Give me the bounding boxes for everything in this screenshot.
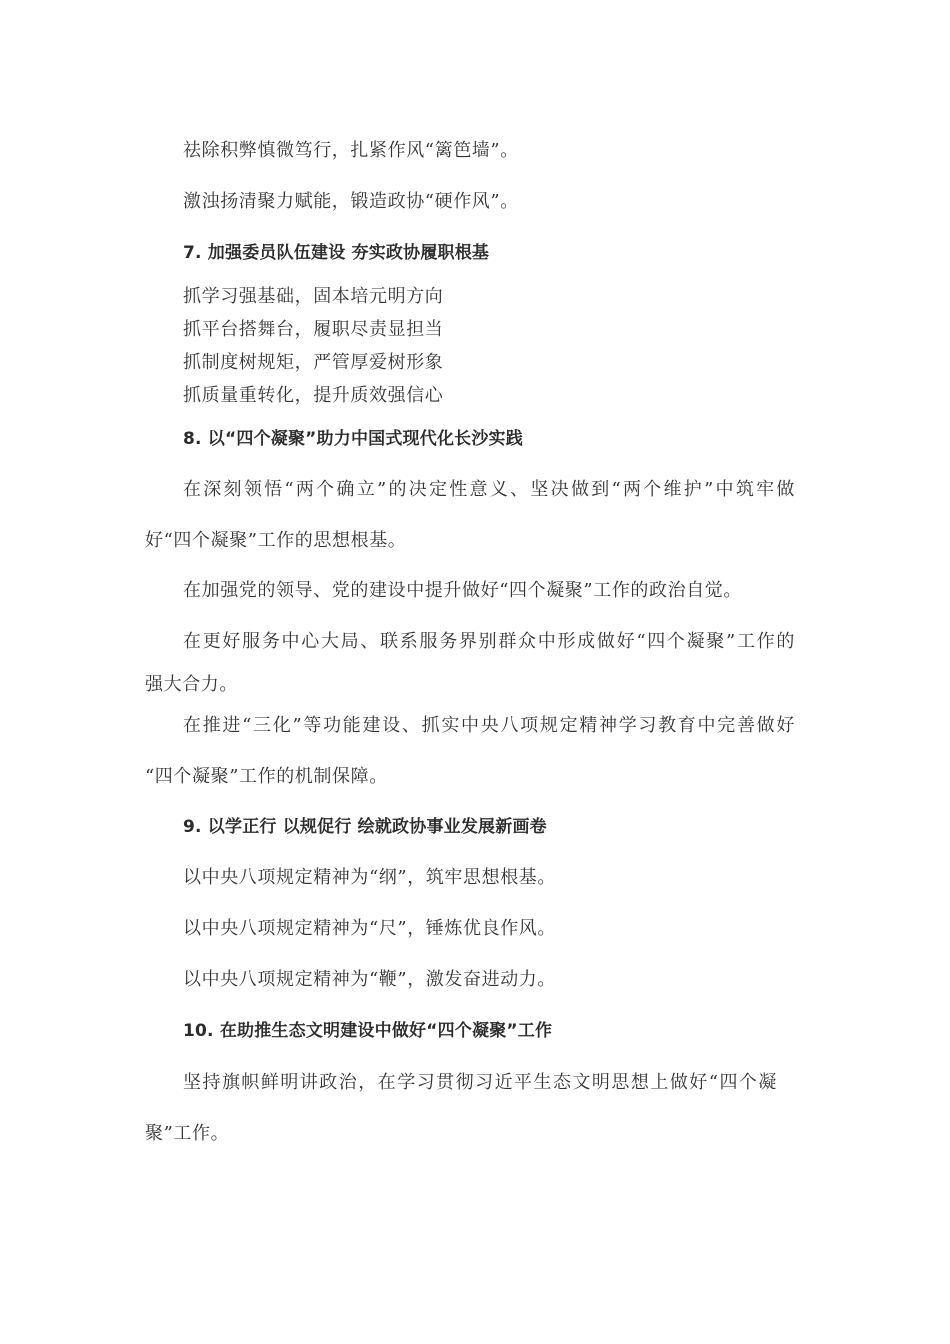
section-heading-10: 10. 在助推生态文明建设中做好“四个凝聚”工作 <box>183 1021 553 1041</box>
paragraph-line: “四个凝聚”工作的机制保障。 <box>145 766 388 787</box>
paragraph-line: 祛除积弊慎微笃行，扎紧作风“篱笆墙”。 <box>183 140 519 161</box>
section-heading-7: 7. 加强委员队伍建设 夯实政协履职根基 <box>183 243 490 263</box>
paragraph-line: 以中央八项规定精神为“鞭”，激发奋进动力。 <box>183 969 557 990</box>
section-heading-9: 9. 以学正行 以规促行 绘就政协事业发展新画卷 <box>183 817 547 837</box>
paragraph-line: 坚持旗帜鲜明讲政治，在学习贯彻习近平生态文明思想上做好“四个凝 <box>183 1072 777 1093</box>
paragraph-line: 好“四个凝聚”工作的思想根基。 <box>145 530 407 551</box>
paragraph-line: 在推进“三化”等功能建设、抓实中央八项规定精神学习教育中完善做好 <box>183 715 795 736</box>
paragraph-line: 聚”工作。 <box>145 1123 230 1144</box>
paragraph-line: 在加强党的领导、党的建设中提升做好“四个凝聚”工作的政治自觉。 <box>183 580 743 601</box>
list-item: 抓制度树规矩，严管厚爱树形象 <box>183 352 444 373</box>
list-item: 抓平台搭舞台，履职尽责显担当 <box>183 319 444 340</box>
list-item: 抓质量重转化，提升质效强信心 <box>183 385 444 406</box>
paragraph-line: 强大合力。 <box>145 674 238 695</box>
paragraph-line: 以中央八项规定精神为“纲”，筑牢思想根基。 <box>183 867 557 888</box>
paragraph-line: 在更好服务中心大局、联系服务界别群众中形成做好“四个凝聚”工作的 <box>183 631 795 652</box>
section-heading-8: 8. 以“四个凝聚”助力中国式现代化长沙实践 <box>183 429 523 449</box>
paragraph-line: 在深刻领悟“两个确立”的决定性意义、坚决做到“两个维护”中筑牢做 <box>183 479 795 500</box>
paragraph-line: 以中央八项规定精神为“尺”，锤炼优良作风。 <box>183 918 557 939</box>
list-item: 抓学习强基础，固本培元明方向 <box>183 286 444 307</box>
paragraph-line: 激浊扬清聚力赋能，锻造政协“硬作风”。 <box>183 191 519 212</box>
